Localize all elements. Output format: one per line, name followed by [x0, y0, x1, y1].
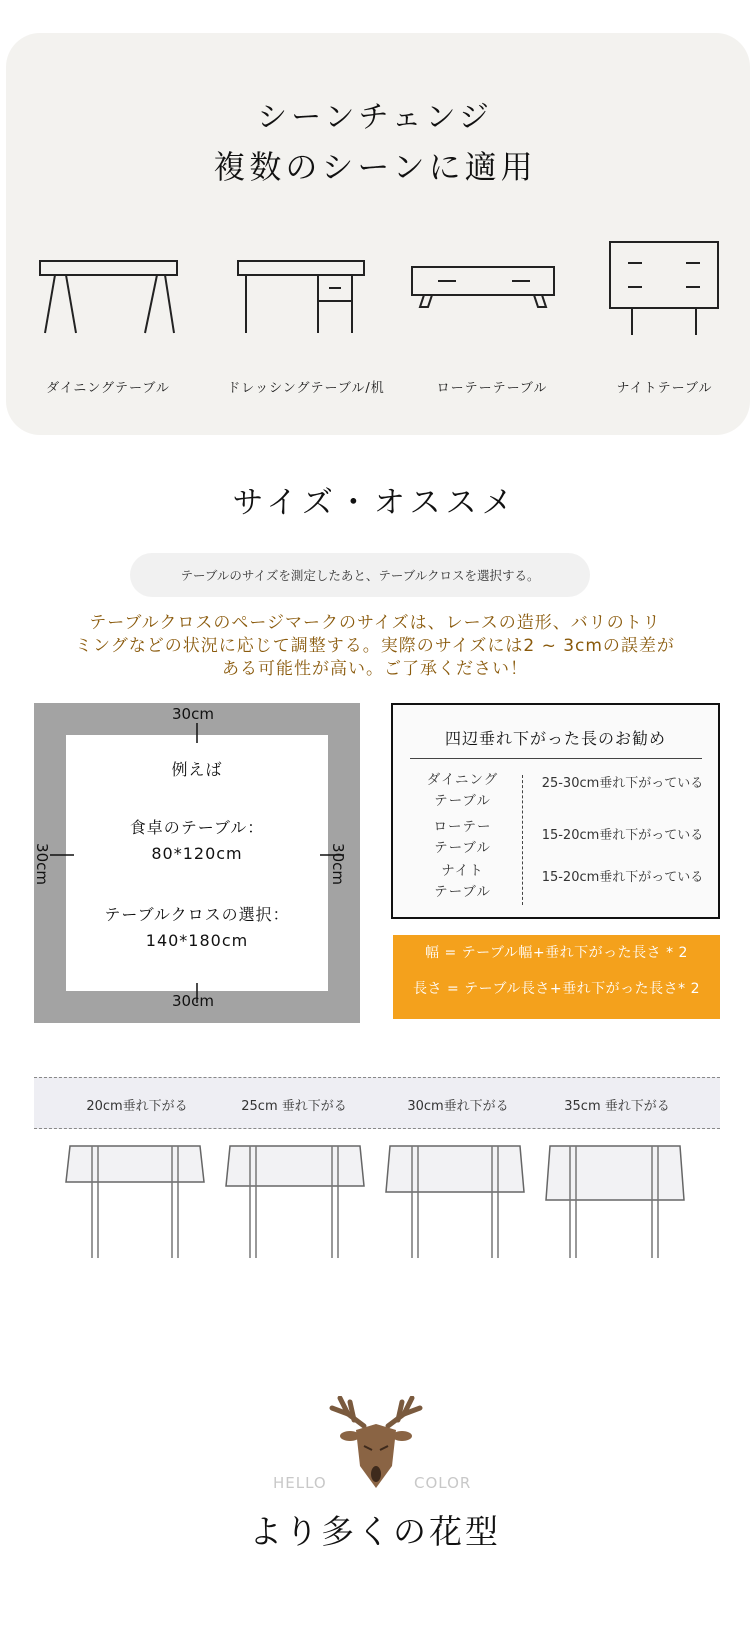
size-title: サイズ・オススメ: [232, 485, 518, 521]
row-name-line: ナイト: [441, 863, 484, 879]
recommendation-rule: [410, 758, 702, 759]
size-warning-line: ある可能性が高い。ご了承ください！: [222, 659, 528, 679]
low-table-icon: [412, 267, 554, 307]
recommendation-title: 四辺垂れ下がった長のお勧め: [444, 729, 666, 748]
margin-bottom-label: 30cm: [172, 992, 214, 1010]
drop-illustrations: [0, 1140, 750, 1260]
drop-label-35: 35cm 垂れ下がる: [564, 1099, 670, 1114]
brand-hello: HELLO: [273, 1474, 327, 1492]
row-name-line: テーブル: [434, 884, 491, 900]
size-warning-line: ミングなどの状況に応じて調整する。実際のサイズには2 ~ 3cmの誤差が: [75, 636, 675, 656]
size-warning: [40, 612, 710, 681]
dining-table-icon: [40, 261, 177, 333]
size-warning-line: テーブルクロスのページマークのサイズは、レースの造形、バリのトリ: [89, 613, 661, 633]
table-label-night: ナイトテーブル: [616, 381, 713, 396]
recommendation-row-value: 15-20cm垂れ下がっている: [541, 870, 704, 885]
table-label-low: ローテーテーブル: [436, 381, 548, 396]
margin-right-label: 30cm: [328, 843, 347, 885]
table-label-dressing: ドレッシングテーブル/机: [227, 381, 385, 396]
night-table-icon: [610, 242, 718, 335]
drop-label-20: 20cm垂れ下がる: [86, 1099, 188, 1114]
table-size-label: 食卓のテーブル：: [129, 818, 265, 837]
example-label: 例えば: [171, 760, 223, 779]
table-label-dining: ダイニングテーブル: [46, 381, 170, 396]
recommendation-row-value: 15-20cm垂れ下がっている: [541, 828, 704, 843]
row-name-line: テーブル: [434, 840, 491, 856]
dimension-ticks: [34, 703, 360, 1023]
recommendation-divider: [522, 775, 523, 905]
recommendation-row-name: [405, 861, 520, 903]
length-formula: 長さ = テーブル長さ+垂れ下がった長さ* 2: [413, 981, 700, 997]
recommendation-row-name: [405, 770, 520, 812]
measure-note: テーブルのサイズを測定したあと、テーブルクロスを選択する。: [180, 568, 540, 583]
margin-left-label: 30cm: [32, 843, 51, 885]
row-name-line: ローテー: [433, 819, 492, 835]
tablecloth-drop-20: [66, 1146, 204, 1258]
row-name-line: ダイニング: [426, 772, 499, 788]
brand-color: COLOR: [414, 1474, 472, 1492]
recommendation-row-name: [405, 817, 520, 859]
table-icons-row: [0, 235, 750, 345]
drop-label-30: 30cm垂れ下がる: [407, 1099, 509, 1114]
dressing-table-icon: [238, 261, 364, 333]
tablecloth-drop-35: [546, 1146, 684, 1258]
table-size-value: 80*120cm: [151, 844, 243, 863]
width-formula: 幅 = テーブル幅+垂れ下がった長さ * 2: [425, 945, 688, 961]
deer-head-icon: [326, 1396, 426, 1492]
scene-subtitle: 複数のシーンに適用: [213, 148, 537, 186]
recommendation-row-value: 25-30cm垂れ下がっている: [541, 776, 704, 791]
scene-title: シーンチェンジ: [257, 100, 493, 135]
drop-label-25: 25cm 垂れ下がる: [241, 1099, 347, 1114]
tablecloth-drop-25: [226, 1146, 364, 1258]
cloth-size-label: テーブルクロスの選択：: [104, 905, 290, 924]
row-name-line: テーブル: [434, 793, 491, 809]
tablecloth-drop-30: [386, 1146, 524, 1258]
margin-top-label: 30cm: [172, 705, 214, 723]
cloth-size-value: 140*180cm: [145, 931, 249, 950]
more-patterns-title: より多くの花型: [249, 1512, 501, 1551]
